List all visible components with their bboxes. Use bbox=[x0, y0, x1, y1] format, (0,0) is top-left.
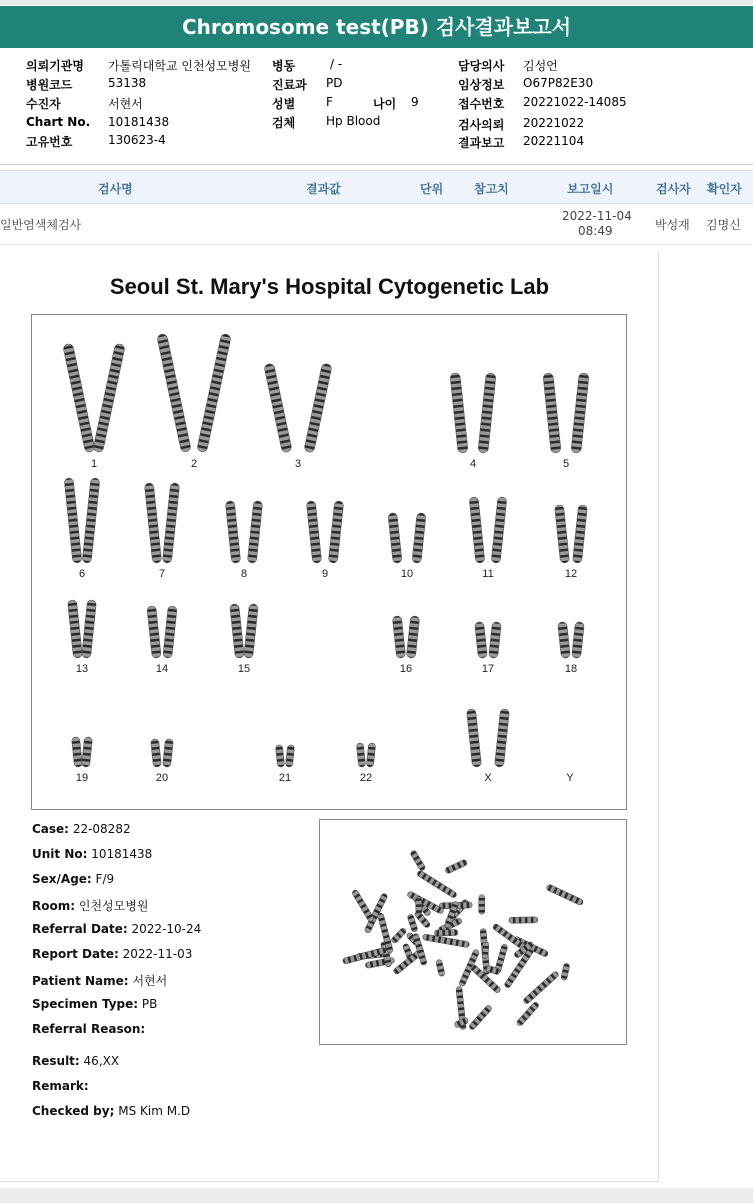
chromosome-8 bbox=[247, 501, 262, 564]
metaphase-chromosome bbox=[351, 889, 374, 923]
meta-remark: Remark: bbox=[32, 1079, 89, 1093]
chromosome-4 bbox=[450, 373, 468, 454]
chromosome-18 bbox=[558, 622, 571, 659]
info-label: 검체 bbox=[272, 116, 296, 130]
meta-referral-date: Referral Date: 2022-10-24 bbox=[32, 922, 202, 936]
chromosome-8 bbox=[225, 501, 240, 564]
chromosome-label-17: 17 bbox=[481, 663, 495, 675]
karyotype-report bbox=[0, 252, 659, 1182]
top-border bbox=[0, 0, 753, 5]
info-label: 결과보고 bbox=[458, 136, 505, 150]
info-value: 가톨릭대학교 인천성모병원 bbox=[108, 59, 251, 73]
row-confirmer: 김명신 bbox=[706, 218, 741, 232]
info-label: 담당의사 bbox=[458, 59, 505, 73]
metaphase-image bbox=[319, 819, 627, 1045]
info-value: 20221022-14085 bbox=[523, 95, 627, 109]
chromosome-22 bbox=[366, 743, 375, 768]
meta-referral-reason: Referral Reason: bbox=[32, 1022, 146, 1036]
meta-unit-no: Unit No: 10181438 bbox=[32, 847, 153, 861]
chromosome-7 bbox=[162, 483, 179, 564]
row-test-name: 일반염색체검사 bbox=[0, 218, 82, 232]
chromosome-2 bbox=[157, 333, 192, 452]
info-label: Chart No. bbox=[26, 115, 91, 129]
chromosome-22 bbox=[356, 743, 365, 768]
chromosome-10 bbox=[388, 513, 402, 564]
bottom-border bbox=[0, 1188, 753, 1203]
chromosome-2 bbox=[197, 333, 232, 452]
chromosome-label-11: 11 bbox=[482, 568, 494, 580]
chromosome-3 bbox=[304, 363, 332, 453]
chromosome-15 bbox=[244, 604, 259, 659]
karyogram bbox=[31, 314, 627, 810]
info-value: 20221022 bbox=[523, 116, 585, 130]
col-confirmer: 확인자 bbox=[707, 182, 742, 196]
info-value: 9 bbox=[411, 95, 419, 109]
col-tester: 검사자 bbox=[656, 182, 691, 196]
page-title: Chromosome test(PB) 검사결과보고서 bbox=[0, 6, 753, 48]
chromosome-17 bbox=[489, 622, 502, 659]
col-result: 결과값 bbox=[306, 182, 341, 196]
chromosome-6 bbox=[82, 478, 100, 563]
info-label: 나이 bbox=[373, 97, 397, 111]
chromosome-label-22: 22 bbox=[359, 772, 373, 784]
col-test-name: 검사명 bbox=[98, 182, 133, 196]
metaphase-chromosome bbox=[444, 859, 467, 874]
info-value: PD bbox=[326, 76, 343, 90]
info-value: 서현서 bbox=[108, 97, 143, 111]
chromosome-label-3: 3 bbox=[294, 458, 302, 470]
metaphase-chromosome bbox=[416, 870, 457, 899]
meta-report-date: Report Date: 2022-11-03 bbox=[32, 947, 193, 961]
chromosome-label-12: 12 bbox=[564, 568, 578, 580]
chromosome-label-14: 14 bbox=[155, 663, 169, 675]
col-unit: 단위 bbox=[420, 182, 444, 196]
metaphase-chromosome bbox=[509, 917, 538, 924]
chromosome-label-X: X bbox=[484, 772, 492, 784]
metaphase-chromosome bbox=[390, 927, 407, 944]
chromosome-label-21: 21 bbox=[278, 772, 292, 784]
chromosome-label-2: 2 bbox=[190, 458, 198, 470]
chromosome-label-18: 18 bbox=[564, 663, 578, 675]
metaphase-chromosome bbox=[436, 959, 446, 977]
metaphase-chromosome bbox=[468, 1004, 493, 1030]
chromosome-3 bbox=[264, 363, 292, 453]
chromosome-7 bbox=[144, 483, 161, 564]
chromosome-20 bbox=[163, 739, 174, 768]
karyogram-image bbox=[32, 315, 628, 811]
chromosome-1 bbox=[63, 343, 96, 453]
chromosome-label-9: 9 bbox=[321, 568, 329, 580]
row-time: 08:49 bbox=[578, 224, 613, 238]
chromosome-1 bbox=[93, 343, 126, 453]
chromosome-9 bbox=[328, 501, 343, 564]
info-label: 검사의뢰 bbox=[458, 118, 505, 132]
info-label: 의뢰기관명 bbox=[26, 59, 84, 73]
divider bbox=[0, 164, 753, 165]
meta-case: Case: 22-08282 bbox=[32, 822, 131, 836]
meta-room: Room: 인천성모병원 bbox=[32, 899, 149, 913]
chromosome-14 bbox=[147, 606, 161, 659]
chromosome-label-4: 4 bbox=[469, 458, 477, 470]
table-row bbox=[0, 205, 753, 245]
chromosome-17 bbox=[475, 622, 488, 659]
chromosome-9 bbox=[306, 501, 321, 564]
meta-result: Result: 46,XX bbox=[32, 1054, 120, 1068]
report-title: Seoul St. Mary's Hospital Cytogenetic Lab bbox=[109, 274, 550, 299]
result-table-header bbox=[0, 170, 753, 204]
info-value: / - bbox=[330, 57, 343, 71]
chromosome-16 bbox=[406, 616, 419, 659]
chromosome-18 bbox=[572, 622, 585, 659]
col-reference: 참고치 bbox=[474, 182, 509, 196]
info-value: 20221104 bbox=[523, 134, 585, 148]
chromosome-13 bbox=[67, 600, 82, 659]
meta-specimen-type: Specimen Type: PB bbox=[32, 997, 158, 1011]
chromosome-10 bbox=[412, 513, 426, 564]
chromosome-6 bbox=[64, 478, 82, 563]
chromosome-19 bbox=[81, 737, 92, 768]
info-value: 53138 bbox=[108, 76, 147, 90]
info-label: 성별 bbox=[272, 97, 296, 111]
info-value: 10181438 bbox=[108, 115, 170, 129]
meta-checked-by: Checked by; MS Kim M.D bbox=[32, 1104, 191, 1118]
chromosome-label-13: 13 bbox=[75, 663, 89, 675]
info-label: 접수번호 bbox=[458, 97, 505, 111]
metaphase-chromosome bbox=[522, 971, 559, 1005]
chromosome-label-Y: Y bbox=[566, 772, 574, 784]
metaphase-chromosome bbox=[415, 897, 422, 914]
info-value: 130623-4 bbox=[108, 133, 166, 147]
chromosome-label-5: 5 bbox=[562, 458, 570, 470]
patient-info bbox=[0, 52, 753, 164]
info-label: 진료과 bbox=[272, 78, 307, 92]
info-label: 임상정보 bbox=[458, 78, 505, 92]
chromosome-20 bbox=[151, 739, 162, 768]
metaphase-chromosome bbox=[482, 942, 489, 959]
metaphase-chromosome bbox=[561, 963, 570, 981]
chromosome-X bbox=[494, 709, 509, 768]
metaphase-chromosome bbox=[516, 1001, 540, 1027]
chromosome-21 bbox=[285, 745, 294, 768]
chromosome-label-1: 1 bbox=[90, 458, 98, 470]
chromosome-label-20: 20 bbox=[155, 772, 169, 784]
chromosome-5 bbox=[543, 373, 561, 454]
chromosome-12 bbox=[554, 505, 569, 564]
row-tester: 박성재 bbox=[655, 218, 690, 232]
info-value: 김성언 bbox=[523, 59, 558, 73]
chromosome-5 bbox=[571, 373, 589, 454]
metaphase-chromosome bbox=[434, 929, 458, 936]
metaphase-spread bbox=[320, 820, 626, 1044]
metaphase-chromosome bbox=[410, 850, 426, 872]
chromosome-19 bbox=[71, 737, 82, 768]
chromosome-12 bbox=[572, 505, 587, 564]
info-value: O67P82E30 bbox=[523, 76, 594, 90]
metaphase-chromosome bbox=[492, 923, 526, 950]
chromosome-11 bbox=[491, 497, 507, 564]
col-report-date: 보고일시 bbox=[567, 182, 614, 196]
chromosome-label-19: 19 bbox=[75, 772, 89, 784]
info-label: 병원코드 bbox=[26, 78, 73, 92]
chromosome-label-7: 7 bbox=[158, 568, 166, 580]
chromosome-label-10: 10 bbox=[400, 568, 414, 580]
chromosome-15 bbox=[230, 604, 245, 659]
chromosome-14 bbox=[163, 606, 177, 659]
info-label: 수진자 bbox=[26, 97, 61, 111]
row-date: 2022-11-04 bbox=[562, 209, 632, 223]
metaphase-chromosome bbox=[479, 895, 485, 915]
info-value: Hp Blood bbox=[326, 114, 381, 128]
meta-sex-age: Sex/Age: F/9 bbox=[32, 872, 115, 886]
metaphase-chromosome bbox=[546, 884, 584, 906]
chromosome-label-16: 16 bbox=[399, 663, 413, 675]
chromosome-21 bbox=[275, 745, 284, 768]
chromosome-11 bbox=[469, 497, 485, 564]
info-value: F bbox=[326, 95, 333, 109]
chromosome-13 bbox=[81, 600, 96, 659]
chromosome-label-6: 6 bbox=[78, 568, 86, 580]
chromosome-label-8: 8 bbox=[240, 568, 248, 580]
chromosome-4 bbox=[478, 373, 496, 454]
info-label: 고유번호 bbox=[26, 135, 73, 149]
meta-patient-name: Patient Name: 서현서 bbox=[32, 974, 168, 988]
chromosome-16 bbox=[392, 616, 405, 659]
chromosome-label-15: 15 bbox=[237, 663, 251, 675]
chromosome-X bbox=[466, 709, 481, 768]
info-label: 병동 bbox=[272, 59, 296, 73]
